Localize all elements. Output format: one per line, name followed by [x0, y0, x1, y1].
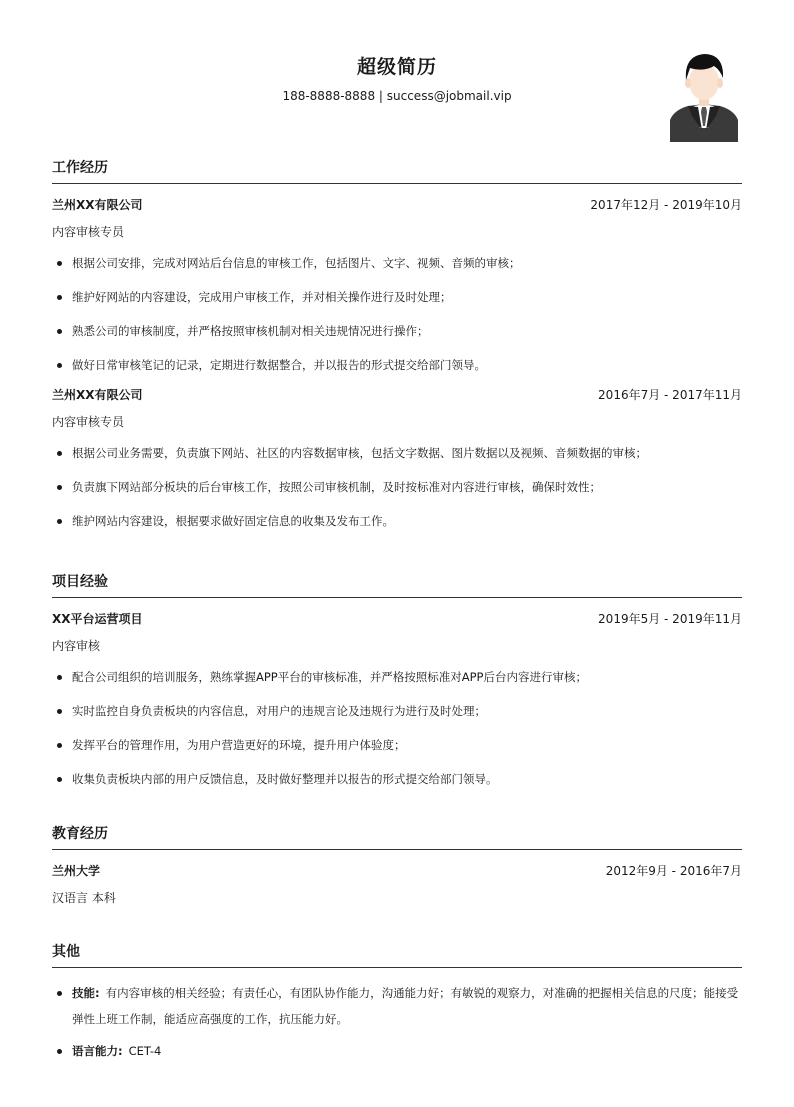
item-text: 有内容审核的相关经验；有责任心，有团队协作能力，沟通能力好；有敏锐的观察力，对准确的把握相关信息的尺度；能接受弹性上班工作制，能适应高强度的工作，抗压能力好。: [72, 986, 739, 1026]
section-projects: [52, 572, 742, 796]
list-item: 根据公司业务需要，负责旗下网站、社区的内容数据审核，包括文字数据、图片数据以及视频、音频数据的审核；: [52, 436, 742, 470]
contact-info: 188-8888-8888 | success@jobmail.vip: [282, 89, 512, 103]
item-label: 语言能力:: [72, 1044, 123, 1058]
item-text: CET-4: [128, 1044, 162, 1058]
entry-role: 汉语言 本科: [52, 891, 116, 905]
entry-role: 内容审核专员: [52, 225, 125, 239]
list-item: 维护网站内容建设，根据要求做好固定信息的收集及发布工作。: [52, 504, 742, 538]
entry-org: 兰州XX有限公司: [52, 388, 143, 402]
avatar: [668, 50, 740, 142]
list-item: 维护好网站的内容建设，完成用户审核工作，并对相关操作进行及时处理；: [52, 280, 742, 314]
section-education: [52, 824, 742, 912]
bullet-list: [52, 660, 742, 796]
section-title: 教育经历: [52, 824, 742, 850]
entry-date: 2019年5月 - 2019年11月: [598, 612, 742, 626]
item-label: 技能:: [72, 986, 100, 1000]
list-item: 配合公司组织的培训服务，熟练掌握APP平台的审核标准，并严格按照标准对APP后台内容进行审核；: [52, 660, 742, 694]
bullet-list: [52, 976, 742, 1068]
section-work: [52, 158, 742, 538]
entry-header: [52, 192, 742, 219]
entry-date: 2016年7月 - 2017年11月: [598, 388, 742, 402]
avatar-face: [689, 64, 719, 100]
list-item: 根据公司安排，完成对网站后台信息的审核工作，包括图片、文字、视频、音频的审核；: [52, 246, 742, 280]
entry-header: [52, 606, 742, 633]
entry-role: 内容审核: [52, 639, 101, 653]
section-title: 其他: [52, 942, 742, 968]
bullet-list: [52, 436, 742, 538]
entry-org: XX平台运营项目: [52, 612, 143, 626]
list-item: 负责旗下网站部分板块的后台审核工作，按照公司审核机制，及时按标准对内容进行审核，确保时效性；: [52, 470, 742, 504]
bullet-list: [52, 246, 742, 382]
section-other: [52, 942, 742, 1068]
avatar-ear-right: [717, 78, 723, 88]
list-item: [52, 976, 742, 1034]
list-item: 实时监控自身负责板块的内容信息，对用户的违规言论及违规行为进行及时处理；: [52, 694, 742, 728]
entry-org: 兰州XX有限公司: [52, 198, 143, 212]
list-item: 发挥平台的管理作用，为用户营造更好的环境，提升用户体验度；: [52, 728, 742, 762]
entry-date: 2017年12月 - 2019年10月: [590, 198, 742, 212]
entry-org: 兰州大学: [52, 864, 101, 878]
list-item: [52, 1034, 742, 1068]
list-item: 收集负责板块内部的用户反馈信息，及时做好整理并以报告的形式提交给部门领导。: [52, 762, 742, 796]
entry-role: 内容审核专员: [52, 415, 125, 429]
entry-header: [52, 858, 742, 885]
resume-name: 超级简历: [356, 56, 437, 78]
section-title: 项目经验: [52, 572, 742, 598]
list-item: 熟悉公司的审核制度，并严格按照审核机制对相关违规情况进行操作；: [52, 314, 742, 348]
avatar-ear-left: [685, 78, 691, 88]
entry-header: [52, 382, 742, 409]
list-item: 做好日常审核笔记的记录，定期进行数据整合，并以报告的形式提交给部门领导。: [52, 348, 742, 382]
section-title: 工作经历: [52, 158, 742, 184]
entry-date: 2012年9月 - 2016年7月: [605, 864, 742, 878]
